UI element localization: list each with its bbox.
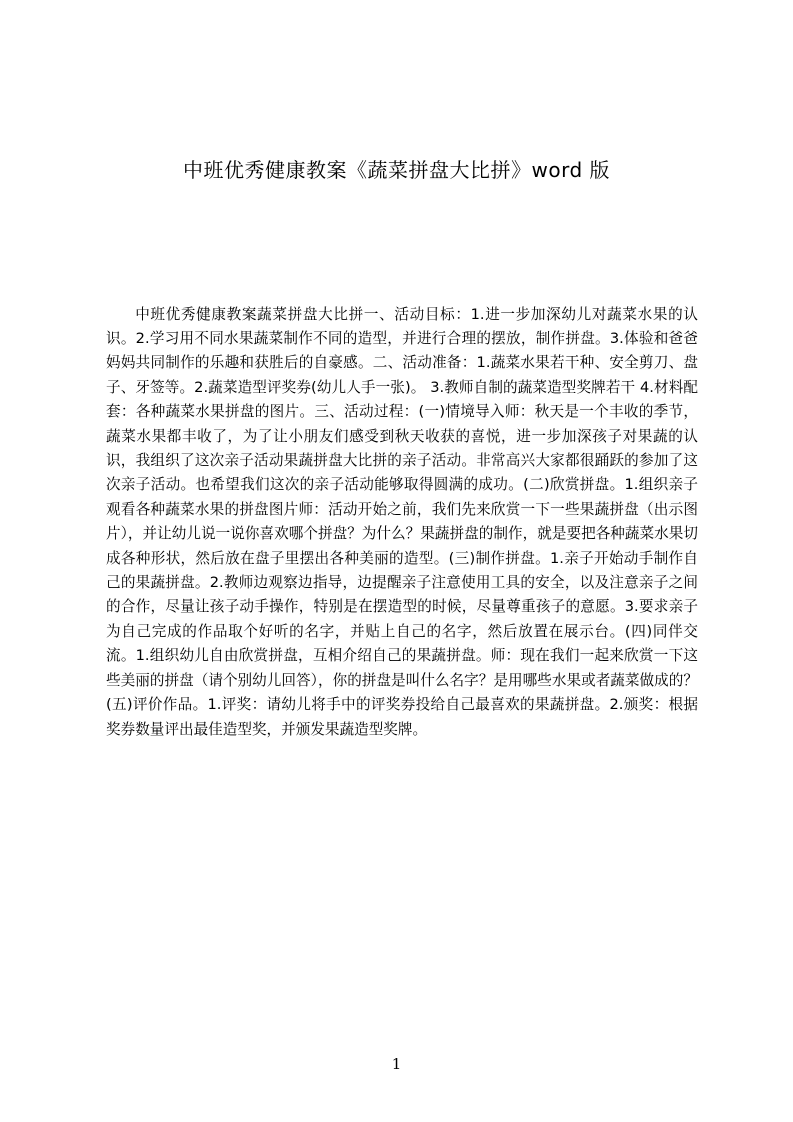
document-body-paragraph: 中班优秀健康教案蔬菜拼盘大比拼一、活动目标：1.进一步加深幼儿对蔬菜水果的认识。2.学习用不同水果蔬菜制作不同的造型，并进行合理的摆放，制作拼盘。3.体验和爸爸妈妈共同制作的乐趣和获胜后的自豪感。二、活动准备：1.蔬菜水果若干种、安全剪刀、盘子、牙签等。2.蔬菜造型评奖券(幼儿人手一张)。 3.教师自制的蔬菜造型奖牌若干 4.材料配套：各种蔬菜水果拼盘的图片。三、活动过程：(一)情境导入师：秋天是一个丰收的季节，蔬菜水果都丰收了，为了让小朋友们感受到秋天收获的喜悦，进一步加深孩子对果蔬的认识，我组织了这次亲子活动果蔬拼盘大比拼的亲子活动。非常高兴大家都很踊跃的参加了这次亲子活动。也希望我们这次的亲子活动能够取得圆满的成功。(二)欣赏拼盘。1.组织亲子观看各种蔬菜水果的拼盘图片师：活动开始之前，我们先来欣赏一下一些果蔬拼盘（出示图片），并让幼儿说一说你喜欢哪个拼盘？为什么？果蔬拼盘的制作，就是要把各种蔬菜水果切成各种形状，然后放在盘子里摆出各种美丽的造型。(三)制作拼盘。1.亲子开始动手制作自己的果蔬拼盘。2.教师边观察边指导，边提醒亲子注意使用工具的安全，以及注意亲子之间的合作，尽量让孩子动手操作，特别是在摆造型的时候，尽量尊重孩子的意愿。3.要求亲子为自己完成的作品取个好听的名字，并贴上自己的名字，然后放置在展示台。(四)同伴交流。1.组织幼儿自由欣赏拼盘，互相介绍自己的果蔬拼盘。师：现在我们一起来欣赏一下这些美丽的拼盘（请个别幼儿回答），你的拼盘是叫什么名字？是用哪些水果或者蔬菜做成的？(五)评价作品。1.评奖：请幼儿将手中的评奖券投给自己最喜欢的果蔬拼盘。2.颁奖：根据奖券数量评出最佳造型奖，并颁发果蔬造型奖牌。	[106, 305, 698, 738]
document-title: 中班优秀健康教案《蔬菜拼盘大比拼》word 版	[182, 158, 611, 183]
page-number: 1	[391, 1055, 402, 1073]
